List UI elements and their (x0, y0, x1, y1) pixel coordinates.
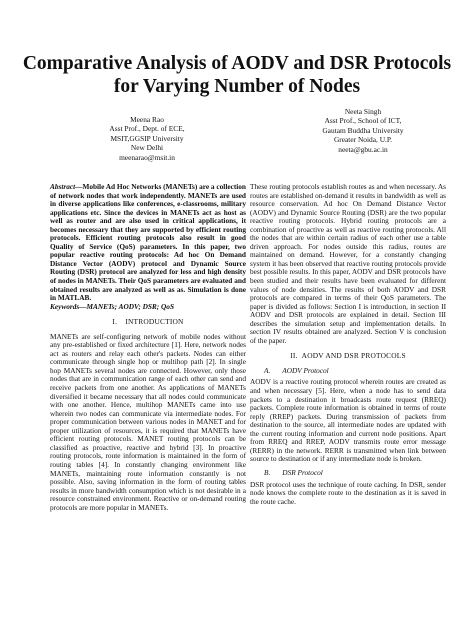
subsection-title: DSR Protocol (282, 467, 323, 477)
paper-title: Comparative Analysis of AODV and DSR Protocols for Varying Number of Nodes (22, 53, 452, 97)
left-column (50, 183, 246, 512)
keywords: Keywords—MANETs; AODV; DSR; QoS (50, 301, 174, 311)
dsr-paragraph: DSR protocol uses the technique of route caching. In DSR, sender node knows the complete route to the destination as it is saved in the route cache. (250, 479, 446, 506)
subsection-title: AODV Protocol (282, 365, 329, 375)
author-block-1 (72, 115, 222, 162)
author-name: Meena Rao (130, 115, 164, 124)
right-column (250, 183, 446, 506)
abstract-text: Mobile Ad Hoc Networks (MANETs) are a collection of network nodes that work independently. MANETs are used in diverse applications like conferences, e-classrooms, military applications etc. Since the devices in MANETs act as host as well as router and are also used in critical applications, it becomes necessary that they are supported by efficient routing protocols. Efficient routing protocols also result in good Quality of Service (QoS) parameters. In this paper, two popular reactive routing protocols: Ad hoc On Demand Distance Vector (AODV) protocol and Dynamic Source Routing (DSR) protocol are analyzed for less and high density of nodes in MANETs. Their QoS parameters are evaluated and obtained results are analyzed as well as as. Simulation is done in MATLAB. (50, 182, 246, 303)
author-affiliation-line: New Delhi (130, 143, 164, 153)
abstract: Abstract—Mobile Ad Hoc Networks (MANETs) are a collection of network nodes that work independently. MANETs are used in diverse applications like conferences, e-classrooms, military applications etc. Since the devices in MANETs act as host as well as router and are also used in critical applications, it becomes necessary that they are supported by efficient routing protocols. Efficient routing protocols also result in good Quality of Service (QoS) parameters. In this paper, two popular reactive routing protocols: Ad hoc On Demand Distance Vector (AODV) protocol and Dynamic Source Routing (DSR) protocol are analyzed for less and high density of nodes in MANETs. Their QoS parameters are evaluated and obtained results are analyzed as well as as. Simulation is done in MATLAB. (50, 182, 246, 303)
subsection-number: B. (264, 467, 271, 477)
author-name: Neeta Singh (344, 107, 382, 116)
subsection-heading-aodv (264, 367, 446, 376)
subsection-number: A. (264, 365, 271, 375)
author-affiliation-line: Asst Prof., School of ICT, (324, 116, 402, 126)
section-heading-introduction: I. INTRODUCTION (112, 317, 184, 327)
author-email: neeta@gbu.ac.in (338, 144, 388, 154)
abstract-label: Abstract (50, 182, 76, 191)
author-affiliation-line: Asst Prof., Dept. of ECE, (109, 124, 185, 134)
introduction-paragraph: MANETs are self-configuring network of mobile nodes without any pre-established or fixed architecture [1]. Here, network nodes act as routers and relay each other's packets. Nodes can either communicate through single hop or multihop path [2]. In single hop MANETs several nodes are connected. However, only those nodes that are in communication range of each other can send and receive packets from one another. As applications of MANETs diversified it became necessary that all nodes could communicate with one another. Hence, multihop MANETs came into use wherein two nodes can communicate via intermediate nodes. For proper communication between various nodes in MANET and for proper utilization of resources, it is required that MANETs have efficient routing protocols. MANET routing protocols can be classified as proactive, reactive and hybrid [3]. In proactive routing protocols, route information is maintained in the form of routing tables [4]. In constantly changing environment like MANETs, maintaining route information constantly is not possible. Also, saving information in the form of routing tables results in more bandwidth consumption which is not desirable in a resource constrained environment. Reactive or on-demand routing protocols are more popular in MANETs. (50, 331, 246, 512)
author-affiliation-line: Gautam Buddha University (322, 125, 404, 135)
aodv-paragraph: AODV is a reactive routing protocol wherein routes are created as and when necessary [5]. Here, when a node has to send data packets to a destination it broadcasts route request (RREQ) packets. Complete route information is obtained in terms of route reply (RREP) packets. During transmission of packets from destination to the source, all intermediate nodes are updated with the current routing information and current node positions. Apart from RREQ and RREP, AODV transmits route error message (RERR) in the network. RERR is transmitted when link between source to destination or if any intermediate node is broken. (250, 377, 446, 464)
author-block-2 (288, 107, 438, 154)
author-affiliation-line: Greater Noida, U.P. (333, 135, 393, 145)
author-affiliation-line: MSIT,GGSIP University (110, 133, 184, 143)
author-email: meenarao@msit.in (119, 152, 175, 162)
introduction-continued-paragraph: These routing protocols establish routes as and when necessary. As routes are established on-demand it results in bandwidth as well as resource conservation. Ad hoc On Demand Distance Vector (AODV) and Dynamic Source Routing (DSR) are the two popular reactive routing protocols. Hybrid routing protocols are a combination of proactive as well as reactive routing protocols. All the nodes that are within certain radius of each other use a table driven approach. For nodes outside this radius, routes are maintained on demand. However, for a constantly changing system it has been observed that reactive routing protocols provide best possible results. In this paper, AODV and DSR protocols have been studied and their results have been evaluated for different values of node densities. The results of both AODV and DSR protocols are compared in terms of their QoS parameters. The paper is divided as follows: Section I is introduction, in section II AODV and DSR protocols are explained in detail. Section III describes the simulation setup and implementation details. In section IV results obtained are analyzed. Section V is conclusion of the paper. (250, 182, 446, 345)
subsection-heading-dsr (264, 469, 446, 478)
section-heading-protocols: II. AODV AND DSR PROTOCOLS (290, 351, 406, 361)
